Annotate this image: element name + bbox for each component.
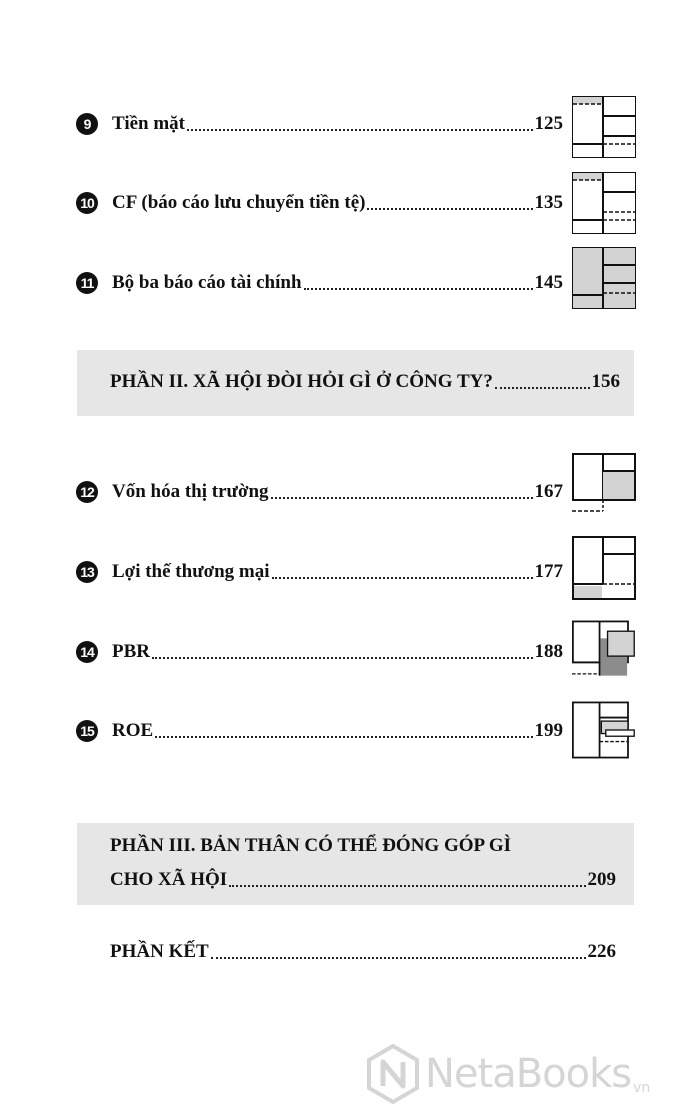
page-number: 199 [534, 720, 563, 741]
goodwill-icon [572, 536, 636, 600]
watermark-suffix: vn [633, 1080, 651, 1096]
cash-flow-icon [572, 172, 636, 234]
chapter-title: CF (báo cáo lưu chuyển tiền tệ) [112, 192, 366, 213]
market-cap-icon [572, 453, 636, 517]
chapter-title: Lợi thế thương mại [112, 561, 270, 582]
page-number: 145 [534, 272, 563, 293]
dot-leader [271, 497, 533, 499]
toc-entry-14[interactable] [76, 637, 563, 667]
dot-leader [272, 577, 533, 579]
pbr-icon [572, 617, 636, 681]
page-number: 167 [534, 481, 563, 502]
chapter-number-badge: 11 [76, 272, 98, 294]
dot-leader [155, 736, 532, 738]
dot-leader [229, 885, 585, 887]
chapter-title: Bộ ba báo cáo tài chính [112, 272, 302, 293]
dot-leader [367, 208, 532, 210]
financial-statements-icon [572, 247, 636, 309]
chapter-number-badge: 9 [76, 113, 98, 135]
chapter-number-badge: 12 [76, 481, 98, 503]
chapter-title: PBR [112, 641, 150, 662]
page-number: 209 [587, 869, 616, 890]
part-3-heading-line1 [110, 831, 620, 861]
page-number: 177 [534, 561, 563, 582]
part-title: PHẦN II. XÃ HỘI ĐÒI HỎI GÌ Ở CÔNG TY? [110, 371, 493, 392]
page-number: 188 [534, 641, 563, 662]
toc-entry-11[interactable] [76, 268, 563, 298]
chapter-number-badge: 14 [76, 641, 98, 663]
chapter-title: Vốn hóa thị trường [112, 481, 269, 502]
toc-entry-13[interactable] [76, 557, 563, 587]
roe-icon [572, 698, 636, 762]
toc-entry-15[interactable] [76, 716, 563, 746]
page-number: 125 [534, 113, 563, 134]
page-number: 226 [587, 941, 616, 962]
page-number: 156 [591, 371, 620, 392]
chapter-number-badge: 10 [76, 192, 98, 214]
watermark-brand: NetaBooks [425, 1051, 632, 1097]
part-3-entry[interactable] [110, 865, 616, 895]
part-title-line2: CHO XÃ HỘI [110, 869, 228, 890]
dot-leader [304, 288, 533, 290]
chapter-title: Tiền mặt [112, 113, 186, 134]
ending-entry[interactable] [110, 937, 616, 967]
netabooks-watermark [367, 1044, 650, 1104]
dot-leader [152, 657, 533, 659]
dot-leader [187, 129, 532, 131]
toc-entry-12[interactable] [76, 477, 563, 507]
ending-title: PHẦN KẾT [110, 941, 209, 962]
toc-entry-9[interactable] [76, 109, 563, 139]
part-2-entry[interactable] [110, 367, 620, 397]
chapter-number-badge: 13 [76, 561, 98, 583]
dot-leader [211, 957, 586, 959]
toc-entry-10[interactable] [76, 188, 563, 218]
netabooks-logo-icon [367, 1044, 419, 1104]
chapter-number-badge: 15 [76, 720, 98, 742]
chapter-title: ROE [112, 720, 154, 741]
dot-leader [495, 387, 590, 389]
balance-sheet-icon [572, 96, 636, 158]
page-number: 135 [534, 192, 563, 213]
part-title-line1: PHẦN III. BẢN THÂN CÓ THỂ ĐÓNG GÓP GÌ [110, 835, 511, 856]
